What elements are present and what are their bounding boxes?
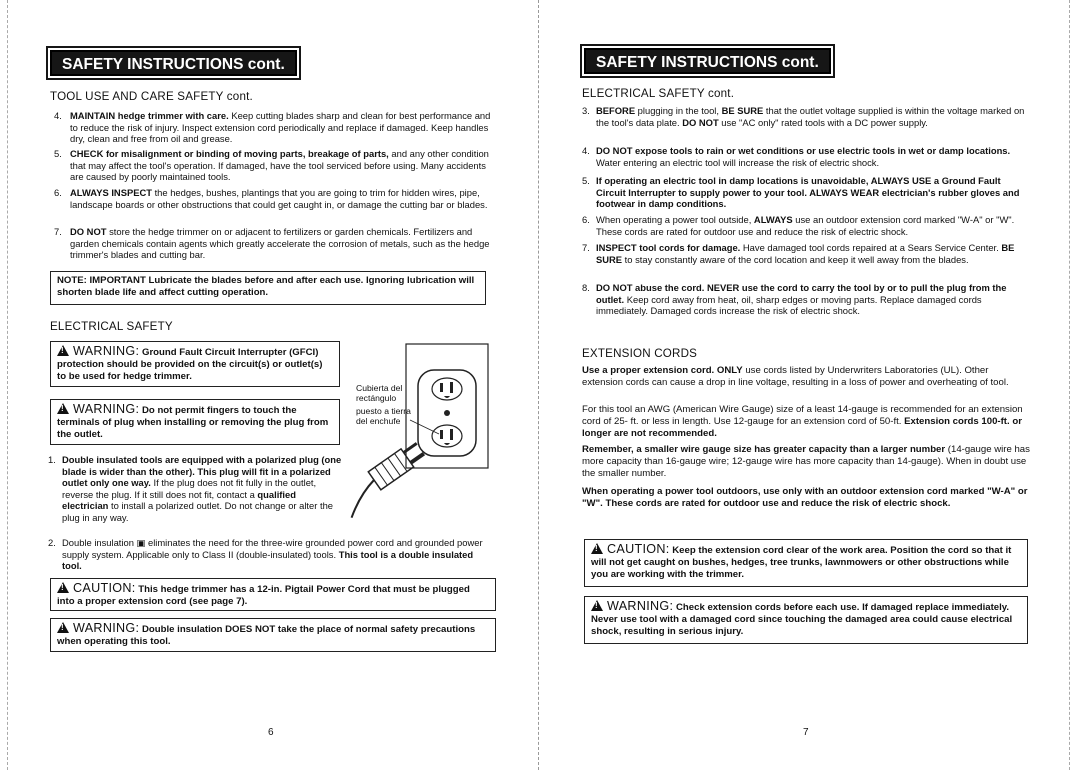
warning-icon [57, 345, 69, 356]
extension-heading: EXTENSION CORDS [582, 347, 698, 360]
warning-box-insulation: !WARNING: Double insulation DOES NOT take the place of normal safety precautions when operating this tool. [50, 618, 496, 652]
paragraph: When operating a power tool outdoors, use only with an outdoor extension cord marked "W-A" or "W". These cords are rated for outdoor use and reduce the risk of electric shock. [582, 486, 1028, 510]
warning-icon [57, 622, 69, 633]
right-page: SAFETY INSTRUCTIONS cont. ELECTRICAL SAFETY cont. 3. BEFORE plugging in the tool, BE SURE that the outlet voltage supplied is within the voltage marked on the tool's data plate. DO NOT use "AC only" rated tools with a DC power supply. 4. DO NOT expose tools to rain or wet conditions or use electric tools in wet or damp locations. Water entering an electric tool will increase the risk of electric shock. 5. If operating an electric tool in damp locations is unavoidable, ALWAYS USE a Ground Fault Circuit Interrupter to supply power to your tool. ALWAYS WEAR electrician's rubber gloves and footwear in damp conditions. 6. When operating a power tool outside, ALWAYS use an outdoor extension cord marked "W-A" or "W". These cords are rated for outdoor use and reduce the risk of electric shock. 7. INSPECT tool cords for damage. Have damaged tool cords repaired at a Sears Service Center. BE SURE to stay constantly aware of the cord location and keep it well away from the blades. 8. DO NOT abuse the cord. NEVER use the cord to carry the tool by or to pull the plug from the outlet. Keep cord away from heat, oil, sharp edges or moving parts. Replace damaged cords immediately. Damaged cords increase the risk of electric shock. EXTENSION CORDS Use a proper extension cord. ONLY use cords listed by Underwriters Laboratories (UL). Other extension cords can cause a drop in line voltage, resulting in a loss of power and overheating of tool. For this tool an AWG (American Wire Gauge) size of a least 14-gauge is recommended for an extension cord of 25- ft. or less in length. Use 12-gauge for an extension cord of 50-ft. Extension cords 100-ft. or longer are not recommended. Remember, a smaller wire gauge size has greater capacity than a larger number (14-gauge wire has more capacity than 16-gauge wire; 12-gauge wire has more capacity than 14-gauge). When in doubt use the smaller number. When operating a power tool outdoors, use only with an outdoor extension cord marked "W-A" or "W". These cords are rated for outdoor use and reduce the risk of electric shock. !CAUTION: Keep the extension cord clear of the work area. Position the cord so that it will not get caught on bushes, hedges, tree trunks, lawnmowers or other obstructions while you are working with the trimmer. !WARNING: Check extension cords before each use. If damaged replace immediately. Never use tool with a damaged cord since touching the damaged area could cause electrical shock, resulting in serious injury. 7 [538, 0, 1076, 770]
paragraph: Remember, a smaller wire gauge size has greater capacity than a larger number (14-gauge wire has more capacity than 16-gauge wire; 12-gauge wire has more capacity than 14-gauge). When in doubt use the smaller number. [582, 444, 1030, 480]
warning-box-plug: !WARNING: Do not permit fingers to touch the terminals of plug when installing or removing the plug from the outlet. [50, 399, 340, 445]
caution-box: !CAUTION: Keep the extension cord clear of the work area. Position the cord so that it will not get caught on bushes, hedges, tree trunks, lawnmowers or other obstructions while you are working with the trimmer. [584, 539, 1028, 587]
warning-box-extension: !WARNING: Check extension cords before each use. If damaged replace immediately. Never use tool with a damaged cord since touching the damaged area could cause electrical shock, resulting in serious injury. [584, 596, 1028, 644]
paragraph: For this tool an AWG (American Wire Gauge) size of a least 14-gauge is recommended for an extension cord of 25- ft. or less in length. Use 12-gauge for an extension cord of 50-ft. Extension cords 100-ft. or longer are not recommended. [582, 404, 1023, 440]
outlet-plug-illustration [342, 340, 492, 525]
paragraph: Use a proper extension cord. ONLY use cords listed by Underwriters Laboratories (UL). Other extension cords can cause a drop in line voltage, resulting in a loss of power and overheating of tool. [582, 365, 1009, 389]
electrical-heading: ELECTRICAL SAFETY [50, 320, 173, 333]
caution-icon [57, 582, 69, 593]
note-box: NOTE: IMPORTANT Lubricate the blades before and after each use. Ignoring lubrication will shorten blade life and affect cutting operation. [50, 271, 486, 305]
left-page: SAFETY INSTRUCTIONS cont. TOOL USE AND CARE SAFETY cont. 4. MAINTAIN hedge trimmer with care. Keep cutting blades sharp and clean for best performance and to reduce the risk of injury. Inspect extension cord periodically and replace if damaged. Keep handles dry, clean and free from oil and grease. 5. CHECK for misalignment or binding of moving parts, breakage of parts, and any other condition that may affect the tool's operation. If damaged, have the tool serviced before using. Many accidents are caused by poorly maintained tools. 6. ALWAYS INSPECT the hedges, bushes, plantings that you are going to trim for hidden wires, pipe, landscape boards or other obstructions that could get caught in, or damage the cutting bar or blades. 7. DO NOT store the hedge trimmer on or adjacent to fertilizers or garden chemicals. Fertilizers and garden chemicals contain agents which greatly accelerate the corrosion of metals, such as the hedge trimmer's blades and cutting bar. NOTE: IMPORTANT Lubricate the blades before and after each use. Ignoring lubrication will shorten blade life and affect cutting operation. ELECTRICAL SAFETY !WARNING: Ground Fault Circuit Interrupter (GFCI) protection should be provided on the circuit(s) or outlet(s) to be used for hedge trimmer. !WARNING: Do not permit fingers to touch the terminals of plug when installing or removing the plug from the outlet. Cubierta del rectángulo puesto a tierra del enchufe 1. Double insulated tools are equipped with a polarized plug (one blade is wider than the other). This plug will fit in a polarized outlet only one way. If the plug does not fit fully in the outlet, reverse the plug. If it still does not fit, contact a qualified electrician to install a polarized outlet. Do not change or alter the plug in any way. 2. Double insulation ▣ eliminates the need for the three-wire grounded power cord and grounded power supply system. Applicable only to Class II (double-insulated) tools. This tool is a double insulated tool. !CAUTION: This hedge trimmer has a 12-in. Pigtail Power Cord that must be plugged into a proper extension cord (see page 7). !WARNING: Double insulation DOES NOT take the place of normal safety precautions when operating this tool. 6 [0, 0, 538, 770]
figure-caption: puesto a tierra del enchufe [356, 406, 411, 426]
figure-caption: Cubierta del rectángulo [356, 383, 403, 403]
section-banner: SAFETY INSTRUCTIONS cont. [584, 48, 831, 74]
warning-icon [591, 600, 603, 611]
section-banner: SAFETY INSTRUCTIONS cont. [50, 50, 297, 76]
caution-box: !CAUTION: This hedge trimmer has a 12-in. Pigtail Power Cord that must be plugged into a proper extension cord (see page 7). [50, 578, 496, 611]
warning-icon [57, 403, 69, 414]
warning-box-gfci: !WARNING: Ground Fault Circuit Interrupter (GFCI) protection should be provided on the circuit(s) or outlet(s) to be used for hedge trimmer. [50, 341, 340, 387]
page-number: 6 [268, 727, 274, 738]
caution-icon [591, 543, 603, 554]
section-heading: ELECTRICAL SAFETY cont. [582, 87, 735, 100]
section-heading: TOOL USE AND CARE SAFETY cont. [50, 90, 253, 103]
page-number: 7 [803, 727, 809, 738]
